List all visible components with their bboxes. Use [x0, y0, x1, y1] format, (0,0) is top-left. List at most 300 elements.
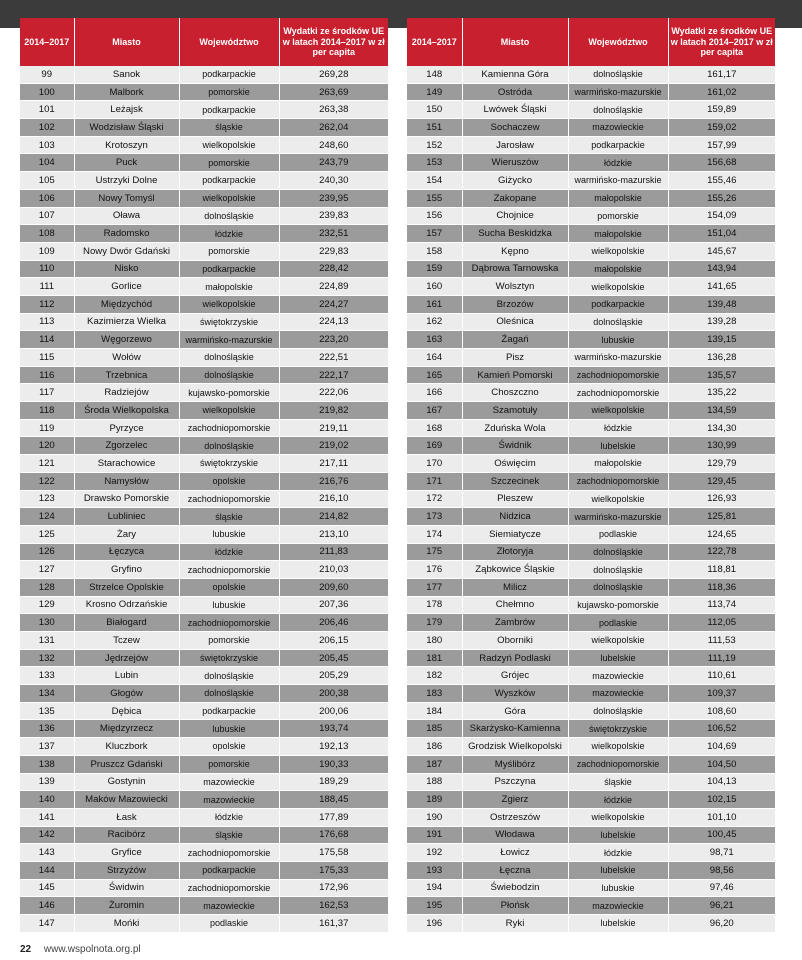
rank-cell: 130	[20, 614, 74, 632]
voivodeship-cell: podkarpackie	[568, 136, 668, 154]
voivodeship-cell: lubuskie	[179, 525, 279, 543]
spending-cell: 200,38	[279, 685, 388, 703]
table-row	[20, 384, 388, 402]
city-cell: Strzelce Opolskie	[74, 578, 179, 596]
spending-cell: 155,26	[668, 189, 775, 207]
table-row	[407, 561, 775, 579]
voivodeship-cell: pomorskie	[568, 207, 668, 225]
table-row	[407, 667, 775, 685]
rank-cell: 107	[20, 207, 74, 225]
rank-cell: 101	[20, 101, 74, 119]
voivodeship-cell: zachodniopomorskie	[179, 490, 279, 508]
rank-cell: 114	[20, 331, 74, 349]
table-row	[407, 242, 775, 260]
rank-cell: 162	[407, 313, 462, 331]
table-row	[20, 649, 388, 667]
voivodeship-cell: łódzkie	[568, 154, 668, 172]
city-cell: Puck	[74, 154, 179, 172]
voivodeship-cell: warmińsko-mazurskie	[568, 83, 668, 101]
city-cell: Pisz	[462, 349, 568, 367]
voivodeship-cell: zachodniopomorskie	[568, 384, 668, 402]
city-cell: Drawsko Pomorskie	[74, 490, 179, 508]
table-row	[20, 861, 388, 879]
rank-cell: 169	[407, 437, 462, 455]
voivodeship-cell: opolskie	[179, 578, 279, 596]
rank-cell: 167	[407, 402, 462, 420]
voivodeship-cell: warmińsko-mazurskie	[568, 508, 668, 526]
rank-cell: 150	[407, 101, 462, 119]
spending-cell: 139,28	[668, 313, 775, 331]
city-cell: Racibórz	[74, 826, 179, 844]
rank-cell: 144	[20, 861, 74, 879]
rank-cell: 140	[20, 791, 74, 809]
voivodeship-cell: zachodniopomorskie	[568, 755, 668, 773]
spending-cell: 229,83	[279, 242, 388, 260]
rank-cell: 134	[20, 685, 74, 703]
rank-cell: 148	[407, 66, 462, 83]
spending-cell: 219,11	[279, 419, 388, 437]
spending-cell: 113,74	[668, 596, 775, 614]
rank-cell: 188	[407, 773, 462, 791]
voivodeship-cell: pomorskie	[179, 83, 279, 101]
table-row	[407, 861, 775, 879]
rank-cell: 192	[407, 844, 462, 862]
table-row	[407, 366, 775, 384]
table-row	[407, 879, 775, 897]
voivodeship-cell: zachodniopomorskie	[179, 879, 279, 897]
voivodeship-cell: zachodniopomorskie	[568, 472, 668, 490]
voivodeship-cell: lubuskie	[179, 596, 279, 614]
rank-cell: 106	[20, 189, 74, 207]
voivodeship-cell: kujawsko-pomorskie	[179, 384, 279, 402]
city-cell: Zduńska Wola	[462, 419, 568, 437]
table-row	[407, 755, 775, 773]
spending-cell: 156,68	[668, 154, 775, 172]
table-row	[407, 260, 775, 278]
rank-cell: 133	[20, 667, 74, 685]
rank-cell: 195	[407, 897, 462, 915]
table-row	[20, 702, 388, 720]
spending-cell: 205,29	[279, 667, 388, 685]
spending-cell: 162,53	[279, 897, 388, 915]
city-cell: Jędrzejów	[74, 649, 179, 667]
spending-cell: 97,46	[668, 879, 775, 897]
spending-cell: 101,10	[668, 808, 775, 826]
rank-cell: 115	[20, 349, 74, 367]
header-rank: 2014–2017	[20, 18, 74, 66]
city-cell: Siemiatycze	[462, 525, 568, 543]
city-cell: Szczecinek	[462, 472, 568, 490]
city-cell: Starachowice	[74, 455, 179, 473]
spending-cell: 141,65	[668, 278, 775, 296]
city-cell: Malbork	[74, 83, 179, 101]
voivodeship-cell: opolskie	[179, 738, 279, 756]
city-cell: Wołów	[74, 349, 179, 367]
spending-cell: 210,03	[279, 561, 388, 579]
spending-cell: 104,50	[668, 755, 775, 773]
spending-cell: 104,69	[668, 738, 775, 756]
rank-cell: 129	[20, 596, 74, 614]
table-row	[407, 437, 775, 455]
voivodeship-cell: łódzkie	[568, 844, 668, 862]
table-row	[20, 101, 388, 119]
rank-cell: 103	[20, 136, 74, 154]
voivodeship-cell: mazowieckie	[568, 667, 668, 685]
spending-cell: 223,20	[279, 331, 388, 349]
voivodeship-cell: podkarpackie	[179, 702, 279, 720]
spending-cell: 143,94	[668, 260, 775, 278]
city-cell: Oborniki	[462, 632, 568, 650]
rank-cell: 154	[407, 172, 462, 190]
spending-cell: 135,22	[668, 384, 775, 402]
spending-cell: 206,46	[279, 614, 388, 632]
city-cell: Łęczyca	[74, 543, 179, 561]
rank-cell: 112	[20, 295, 74, 313]
voivodeship-cell: podlaskie	[179, 915, 279, 933]
city-cell: Łask	[74, 808, 179, 826]
table-row	[407, 738, 775, 756]
spending-cell: 124,65	[668, 525, 775, 543]
rank-cell: 113	[20, 313, 74, 331]
spending-cell: 224,89	[279, 278, 388, 296]
rank-cell: 108	[20, 225, 74, 243]
table-row	[407, 119, 775, 137]
rank-cell: 191	[407, 826, 462, 844]
table-row	[20, 738, 388, 756]
table-row	[407, 225, 775, 243]
table-body-right	[407, 66, 775, 932]
spending-cell: 134,59	[668, 402, 775, 420]
table-body-left	[20, 66, 388, 932]
voivodeship-cell: podkarpackie	[568, 295, 668, 313]
table-row	[20, 826, 388, 844]
table-row	[407, 791, 775, 809]
voivodeship-cell: podkarpackie	[179, 172, 279, 190]
voivodeship-cell: śląskie	[568, 773, 668, 791]
city-cell: Krotoszyn	[74, 136, 179, 154]
voivodeship-cell: świętokrzyskie	[179, 455, 279, 473]
rank-cell: 139	[20, 773, 74, 791]
table-row	[20, 331, 388, 349]
voivodeship-cell: świętokrzyskie	[179, 649, 279, 667]
table-row	[20, 154, 388, 172]
table-row	[407, 189, 775, 207]
voivodeship-cell: wielkopolskie	[568, 632, 668, 650]
spending-cell: 209,60	[279, 578, 388, 596]
voivodeship-cell: śląskie	[179, 826, 279, 844]
spending-cell: 151,04	[668, 225, 775, 243]
table-row	[407, 808, 775, 826]
voivodeship-cell: dolnośląskie	[179, 349, 279, 367]
table-row	[20, 632, 388, 650]
rank-cell: 100	[20, 83, 74, 101]
table-row	[407, 543, 775, 561]
city-cell: Żuromin	[74, 897, 179, 915]
spending-cell: 175,58	[279, 844, 388, 862]
city-cell: Ostróda	[462, 83, 568, 101]
city-cell: Zambrów	[462, 614, 568, 632]
city-cell: Ząbkowice Śląskie	[462, 561, 568, 579]
spending-cell: 228,42	[279, 260, 388, 278]
city-cell: Zgierz	[462, 791, 568, 809]
voivodeship-cell: dolnośląskie	[179, 685, 279, 703]
city-cell: Pyrzyce	[74, 419, 179, 437]
voivodeship-cell: dolnośląskie	[568, 702, 668, 720]
city-cell: Świebodzin	[462, 879, 568, 897]
city-cell: Wolsztyn	[462, 278, 568, 296]
spending-cell: 219,82	[279, 402, 388, 420]
table-row	[407, 172, 775, 190]
table-row	[407, 384, 775, 402]
voivodeship-cell: łódzkie	[179, 543, 279, 561]
rank-cell: 121	[20, 455, 74, 473]
city-cell: Zakopane	[462, 189, 568, 207]
voivodeship-cell: opolskie	[179, 472, 279, 490]
rank-cell: 146	[20, 897, 74, 915]
rank-cell: 160	[407, 278, 462, 296]
voivodeship-cell: wielkopolskie	[568, 278, 668, 296]
table-row	[407, 154, 775, 172]
city-cell: Radomsko	[74, 225, 179, 243]
spending-cell: 139,15	[668, 331, 775, 349]
table-row	[20, 755, 388, 773]
table-row	[20, 561, 388, 579]
voivodeship-cell: mazowieckie	[179, 897, 279, 915]
table-row	[407, 207, 775, 225]
voivodeship-cell: dolnośląskie	[179, 366, 279, 384]
spending-cell: 269,28	[279, 66, 388, 83]
spending-cell: 112,05	[668, 614, 775, 632]
voivodeship-cell: mazowieckie	[568, 685, 668, 703]
voivodeship-cell: lubelskie	[568, 649, 668, 667]
spending-cell: 122,78	[668, 543, 775, 561]
rank-cell: 159	[407, 260, 462, 278]
rank-cell: 132	[20, 649, 74, 667]
table-row	[407, 455, 775, 473]
spending-cell: 159,89	[668, 101, 775, 119]
table-row	[20, 225, 388, 243]
table-row	[407, 702, 775, 720]
city-cell: Złotoryja	[462, 543, 568, 561]
city-cell: Gryfino	[74, 561, 179, 579]
city-cell: Międzychód	[74, 295, 179, 313]
rank-cell: 105	[20, 172, 74, 190]
voivodeship-cell: dolnośląskie	[179, 207, 279, 225]
rank-cell: 193	[407, 861, 462, 879]
table-row	[407, 685, 775, 703]
rank-cell: 145	[20, 879, 74, 897]
city-cell: Dąbrowa Tarnowska	[462, 260, 568, 278]
city-cell: Chełmno	[462, 596, 568, 614]
city-cell: Chojnice	[462, 207, 568, 225]
header-spending: Wydatki ze środków UE w latach 2014–2017 w zł per capita	[668, 18, 775, 66]
spending-cell: 102,15	[668, 791, 775, 809]
spending-cell: 193,74	[279, 720, 388, 738]
voivodeship-cell: warmińsko-mazurskie	[179, 331, 279, 349]
city-cell: Włodawa	[462, 826, 568, 844]
table-row	[407, 419, 775, 437]
rank-cell: 122	[20, 472, 74, 490]
table-row	[407, 278, 775, 296]
spending-cell: 207,36	[279, 596, 388, 614]
rank-cell: 142	[20, 826, 74, 844]
rank-cell: 110	[20, 260, 74, 278]
city-cell: Nowy Dwór Gdański	[74, 242, 179, 260]
voivodeship-cell: podkarpackie	[179, 66, 279, 83]
rank-cell: 104	[20, 154, 74, 172]
spending-cell: 216,76	[279, 472, 388, 490]
rank-cell: 164	[407, 349, 462, 367]
spending-cell: 118,36	[668, 578, 775, 596]
rank-cell: 118	[20, 402, 74, 420]
voivodeship-cell: małopolskie	[568, 455, 668, 473]
table-row	[20, 791, 388, 809]
city-cell: Gorlice	[74, 278, 179, 296]
rank-cell: 126	[20, 543, 74, 561]
voivodeship-cell: podlaskie	[568, 525, 668, 543]
table-header-row	[407, 18, 775, 66]
rank-cell: 166	[407, 384, 462, 402]
header-city: Miasto	[462, 18, 568, 66]
city-cell: Trzebnica	[74, 366, 179, 384]
spending-cell: 157,99	[668, 136, 775, 154]
city-cell: Węgorzewo	[74, 331, 179, 349]
page-footer	[20, 944, 141, 955]
voivodeship-cell: dolnośląskie	[179, 437, 279, 455]
city-cell: Dębica	[74, 702, 179, 720]
voivodeship-cell: mazowieckie	[179, 773, 279, 791]
rank-cell: 149	[407, 83, 462, 101]
spending-cell: 217,11	[279, 455, 388, 473]
spending-cell: 248,60	[279, 136, 388, 154]
table-row	[20, 83, 388, 101]
table-row	[407, 83, 775, 101]
voivodeship-cell: dolnośląskie	[568, 101, 668, 119]
table-row	[20, 578, 388, 596]
spending-cell: 263,38	[279, 101, 388, 119]
rank-cell: 109	[20, 242, 74, 260]
city-cell: Nidzica	[462, 508, 568, 526]
table-row	[407, 295, 775, 313]
table-row	[20, 508, 388, 526]
voivodeship-cell: lubuskie	[568, 331, 668, 349]
city-cell: Krosno Odrzańskie	[74, 596, 179, 614]
voivodeship-cell: podkarpackie	[179, 101, 279, 119]
rank-cell: 190	[407, 808, 462, 826]
voivodeship-cell: łódzkie	[179, 808, 279, 826]
city-cell: Wyszków	[462, 685, 568, 703]
spending-cell: 104,13	[668, 773, 775, 791]
city-cell: Pruszcz Gdański	[74, 755, 179, 773]
table-row	[407, 773, 775, 791]
spending-cell: 200,06	[279, 702, 388, 720]
table-row	[20, 419, 388, 437]
rank-cell: 137	[20, 738, 74, 756]
voivodeship-cell: mazowieckie	[179, 791, 279, 809]
city-cell: Gryfice	[74, 844, 179, 862]
city-cell: Choszczno	[462, 384, 568, 402]
table-row	[20, 295, 388, 313]
table-row	[20, 66, 388, 83]
voivodeship-cell: lubelskie	[568, 437, 668, 455]
rank-cell: 178	[407, 596, 462, 614]
rank-cell: 179	[407, 614, 462, 632]
spending-cell: 224,27	[279, 295, 388, 313]
table-row	[407, 349, 775, 367]
rank-cell: 153	[407, 154, 462, 172]
rank-cell: 99	[20, 66, 74, 83]
voivodeship-cell: śląskie	[179, 119, 279, 137]
footer-url: www.wspolnota.org.pl	[43, 944, 141, 955]
voivodeship-cell: podkarpackie	[179, 260, 279, 278]
spending-cell: 189,29	[279, 773, 388, 791]
voivodeship-cell: wielkopolskie	[568, 402, 668, 420]
spending-cell: 118,81	[668, 561, 775, 579]
city-cell: Kamienna Góra	[462, 66, 568, 83]
city-cell: Zgorzelec	[74, 437, 179, 455]
city-cell: Świdwin	[74, 879, 179, 897]
city-cell: Płońsk	[462, 897, 568, 915]
voivodeship-cell: łódzkie	[179, 225, 279, 243]
rank-cell: 131	[20, 632, 74, 650]
city-cell: Nisko	[74, 260, 179, 278]
table-row	[407, 844, 775, 862]
city-cell: Żagań	[462, 331, 568, 349]
rank-cell: 177	[407, 578, 462, 596]
table-row	[407, 649, 775, 667]
rank-cell: 117	[20, 384, 74, 402]
header-city: Miasto	[74, 18, 179, 66]
spending-cell: 108,60	[668, 702, 775, 720]
rank-cell: 151	[407, 119, 462, 137]
header-voivodeship: Województwo	[568, 18, 668, 66]
spending-cell: 263,69	[279, 83, 388, 101]
city-cell: Łowicz	[462, 844, 568, 862]
table-row	[20, 472, 388, 490]
spending-cell: 106,52	[668, 720, 775, 738]
city-cell: Radziejów	[74, 384, 179, 402]
city-cell: Sanok	[74, 66, 179, 83]
table-row	[20, 543, 388, 561]
spending-cell: 206,15	[279, 632, 388, 650]
spending-cell: 96,20	[668, 915, 775, 933]
voivodeship-cell: lubelskie	[568, 861, 668, 879]
rank-cell: 185	[407, 720, 462, 738]
spending-cell: 176,68	[279, 826, 388, 844]
table-row	[20, 685, 388, 703]
rank-cell: 152	[407, 136, 462, 154]
city-cell: Lubliniec	[74, 508, 179, 526]
city-cell: Tczew	[74, 632, 179, 650]
rank-cell: 168	[407, 419, 462, 437]
voivodeship-cell: lubuskie	[568, 879, 668, 897]
table-row	[20, 879, 388, 897]
rank-cell: 125	[20, 525, 74, 543]
city-cell: Kępno	[462, 242, 568, 260]
spending-cell: 262,04	[279, 119, 388, 137]
spending-cell: 240,30	[279, 172, 388, 190]
table-row	[407, 897, 775, 915]
table-header-row	[20, 18, 388, 66]
voivodeship-cell: dolnośląskie	[568, 543, 668, 561]
voivodeship-cell: wielkopolskie	[568, 490, 668, 508]
voivodeship-cell: małopolskie	[568, 189, 668, 207]
voivodeship-cell: dolnośląskie	[568, 66, 668, 83]
table-row	[407, 915, 775, 933]
voivodeship-cell: zachodniopomorskie	[568, 366, 668, 384]
ranking-table-right	[407, 18, 775, 933]
table-row	[407, 508, 775, 526]
